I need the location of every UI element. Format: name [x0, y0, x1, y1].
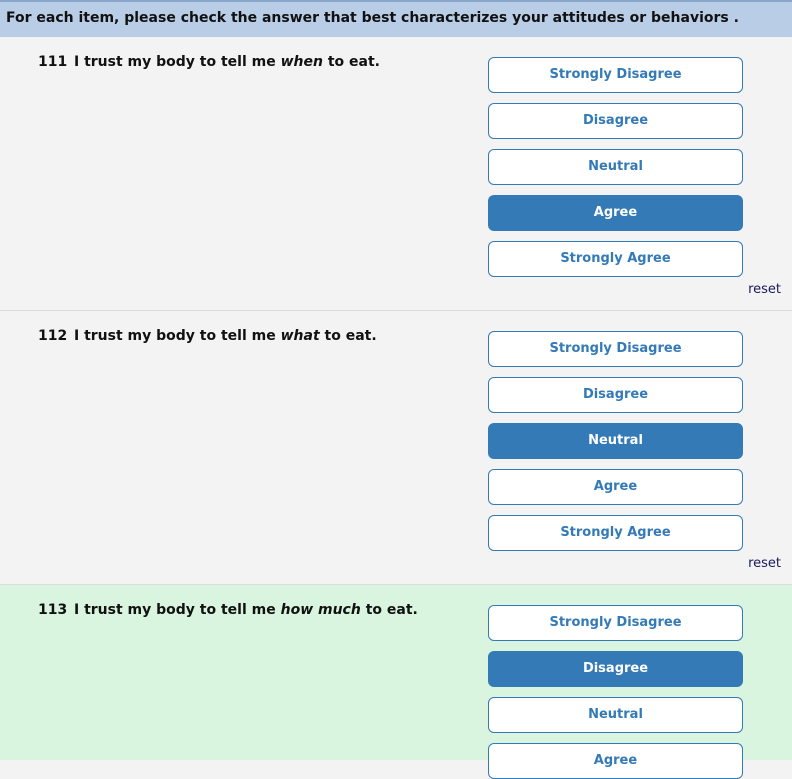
question-number: 111: [38, 54, 68, 70]
question-number: 112: [38, 328, 68, 344]
option-disagree[interactable]: Disagree: [488, 651, 743, 687]
question-text-before: I trust my body to tell me: [74, 54, 281, 70]
option-neutral[interactable]: Neutral: [488, 423, 743, 459]
option-strongly-agree[interactable]: Strongly Agree: [488, 241, 743, 277]
question-label: [38, 54, 380, 70]
option-agree[interactable]: Agree: [488, 469, 743, 505]
option-disagree[interactable]: Disagree: [488, 377, 743, 413]
option-strongly-disagree[interactable]: Strongly Disagree: [488, 331, 743, 367]
option-neutral[interactable]: Neutral: [488, 697, 743, 733]
reset-link[interactable]: reset: [748, 556, 781, 571]
question-text-after: to eat.: [322, 54, 380, 70]
question-label: [38, 328, 377, 344]
question-113: [0, 585, 792, 768]
option-disagree[interactable]: Disagree: [488, 103, 743, 139]
option-strongly-disagree[interactable]: Strongly Disagree: [488, 57, 743, 93]
option-agree[interactable]: Agree: [488, 195, 743, 231]
question-text-emphasis: when: [280, 54, 323, 70]
option-strongly-agree[interactable]: Strongly Agree: [488, 515, 743, 551]
question-text-emphasis: how much: [280, 602, 361, 618]
question-number: 113: [38, 602, 68, 618]
question-text-after: to eat.: [319, 328, 377, 344]
question-text-after: to eat.: [360, 602, 418, 618]
instructions-text: For each item, please check the answer that best characterizes your attitudes or behaviors .: [6, 10, 739, 26]
option-strongly-disagree[interactable]: Strongly Disagree: [488, 605, 743, 641]
question-111: [0, 37, 792, 311]
question-text-emphasis: what: [280, 328, 320, 344]
instructions-header: [0, 0, 792, 37]
question-112: [0, 311, 792, 585]
option-agree[interactable]: Agree: [488, 743, 743, 779]
question-text-before: I trust my body to tell me: [74, 602, 281, 618]
option-neutral[interactable]: Neutral: [488, 149, 743, 185]
question-label: [38, 602, 418, 618]
question-text-before: I trust my body to tell me: [74, 328, 281, 344]
reset-link[interactable]: reset: [748, 282, 781, 297]
